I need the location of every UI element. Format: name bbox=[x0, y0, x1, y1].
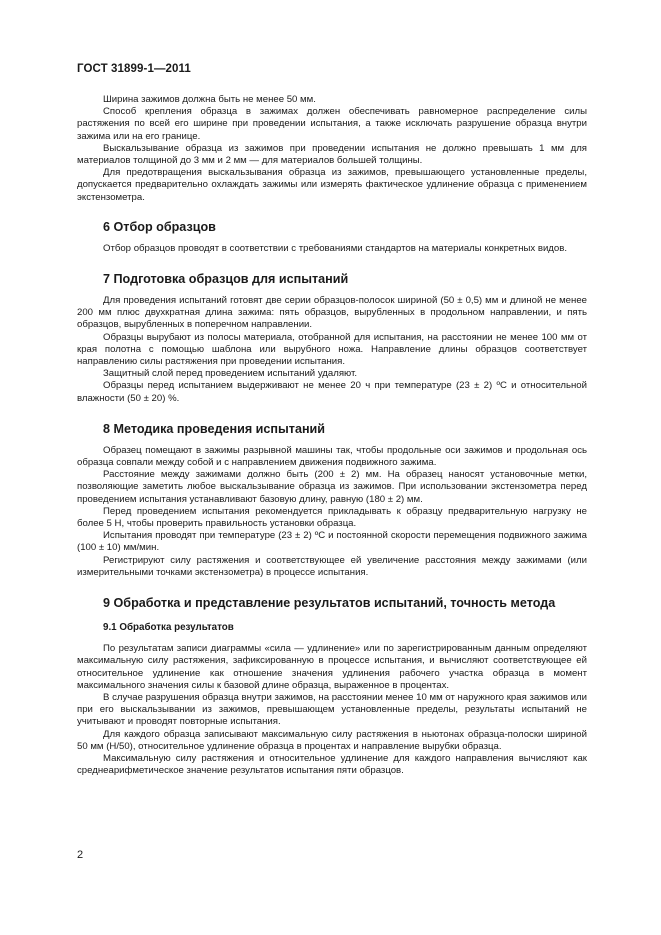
paragraph: Максимальную силу растяжения и относительное удлинение для каждого направления вычисляют как среднеарифметическое значение результатов испытания пяти образцов. bbox=[77, 752, 587, 777]
paragraph: Отбор образцов проводят в соответствии с требованиями стандартов на материалы конкретных видов. bbox=[103, 242, 568, 254]
paragraph: Испытания проводят при температуре (23 ± 2) ºС и постоянной скорости перемещения подвижного зажима (100 ± 10) мм/мин. bbox=[77, 530, 587, 554]
paragraph: Образец помещают в зажимы разрывной машины так, чтобы продольные оси зажимов и продольная ось образца совпали между собой и с направлением движения подвижного зажима. bbox=[77, 444, 587, 469]
paragraph: В случае разрушения образца внутри зажимов, на расстоянии менее 10 мм от наружного края зажимов или при его выскальзывании из зажимов, превышающем установленные пределы, результаты испытаний не учитывают и проводят повторные испытания. bbox=[77, 691, 587, 728]
paragraph: Регистрируют силу растяжения и соответствующее ей увеличение расстояния между зажимами (или измерительными точками экстензометра) в процессе испытания. bbox=[77, 554, 587, 578]
paragraph: Образцы перед испытанием выдерживают не менее 20 ч при температуре (23 ± 2) ºС и относительной влажности (50 ± 20) %. bbox=[77, 380, 587, 404]
paragraph: Для предотвращения выскальзывания образца из зажимов, превышающего установленные пределы, допускается предварительно охлаждать зажимы или измерять фактическое удлинение образца с применением экстензометра. bbox=[77, 167, 587, 203]
paragraph: Для каждого образца записывают максимальную силу растяжения в ньютонах образца-полоски шириной 50 мм (Н/50), относительное удлинение образца в процентах и направление вырубки образца. bbox=[77, 728, 587, 752]
section-8-heading: 8 Методика проведения испытаний bbox=[103, 421, 326, 436]
paragraph: Способ крепления образца в зажимах должен обеспечивать равномерное распределение силы растяжения по всей его ширине при проведении испытания, а также исключать разрушение образца внутри зажима или на его границе. bbox=[77, 106, 587, 142]
paragraph: Перед проведением испытания рекомендуется прикладывать к образцу предварительную нагрузку не более 5 Н, чтобы проверить правильность установки образца. bbox=[77, 505, 587, 530]
page-content bbox=[77, 94, 587, 777]
paragraph: Расстояние между зажимами должно быть (200 ± 2) мм. На образец наносят установочные метки, позволяющие заметить любое выскальзывание образца из зажимов. При использовании экстензометра перед проведением испытания устанавливают базовую длину, равную (180 ± 2) мм. bbox=[77, 469, 587, 505]
section-6-heading: 6 Отбор образцов bbox=[103, 219, 216, 234]
paragraph: Ширина зажимов должна быть не менее 50 мм. bbox=[103, 94, 316, 105]
paragraph: Выскальзывание образца из зажимов при проведении испытания не должно превышать 1 мм для материалов толщиной до 3 мм и 2 мм — для материалов большей толщины. bbox=[77, 142, 587, 167]
section-9-heading: 9 Обработка и представление результатов испытаний, точность метода bbox=[103, 596, 556, 611]
paragraph: Защитный слой перед проведением испытаний удаляют. bbox=[103, 368, 358, 380]
subsection-9-1-heading: 9.1 Обработка результатов bbox=[103, 622, 234, 634]
paragraph: По результатам записи диаграммы «сила — удлинение» или по зарегистрированным данным определяют максимальную силу растяжения, зафиксированную в процессе испытания, и вычисляют соответствующее ей относительное удлинение как отношение значения удлинения рабочего участка образца в момент максимального значения силы к базовой длине образца, выраженное в процентах. bbox=[77, 643, 587, 691]
paragraph: Образцы вырубают из полосы материала, отобранной для испытания, на расстоянии не менее 100 мм от края полотна с помощью шаблона или вырубного ножа. Направление длины образцов соответствует направлению силы растяжения при проведении испытания. bbox=[77, 331, 587, 368]
section-7-heading: 7 Подготовка образцов для испытаний bbox=[103, 272, 349, 287]
paragraph: Для проведения испытаний готовят две серии образцов-полосок шириной (50 ± 0,5) мм и длиной не менее 200 мм плюс двухкратная длина зажима: пять образцов, вырубленных в продольном направлении, и пять образцов, вырубленных в поперечном направлении. bbox=[77, 295, 587, 331]
page-number: 2 bbox=[77, 849, 84, 861]
document-header: ГОСТ 31899-1—2011 bbox=[77, 63, 191, 75]
